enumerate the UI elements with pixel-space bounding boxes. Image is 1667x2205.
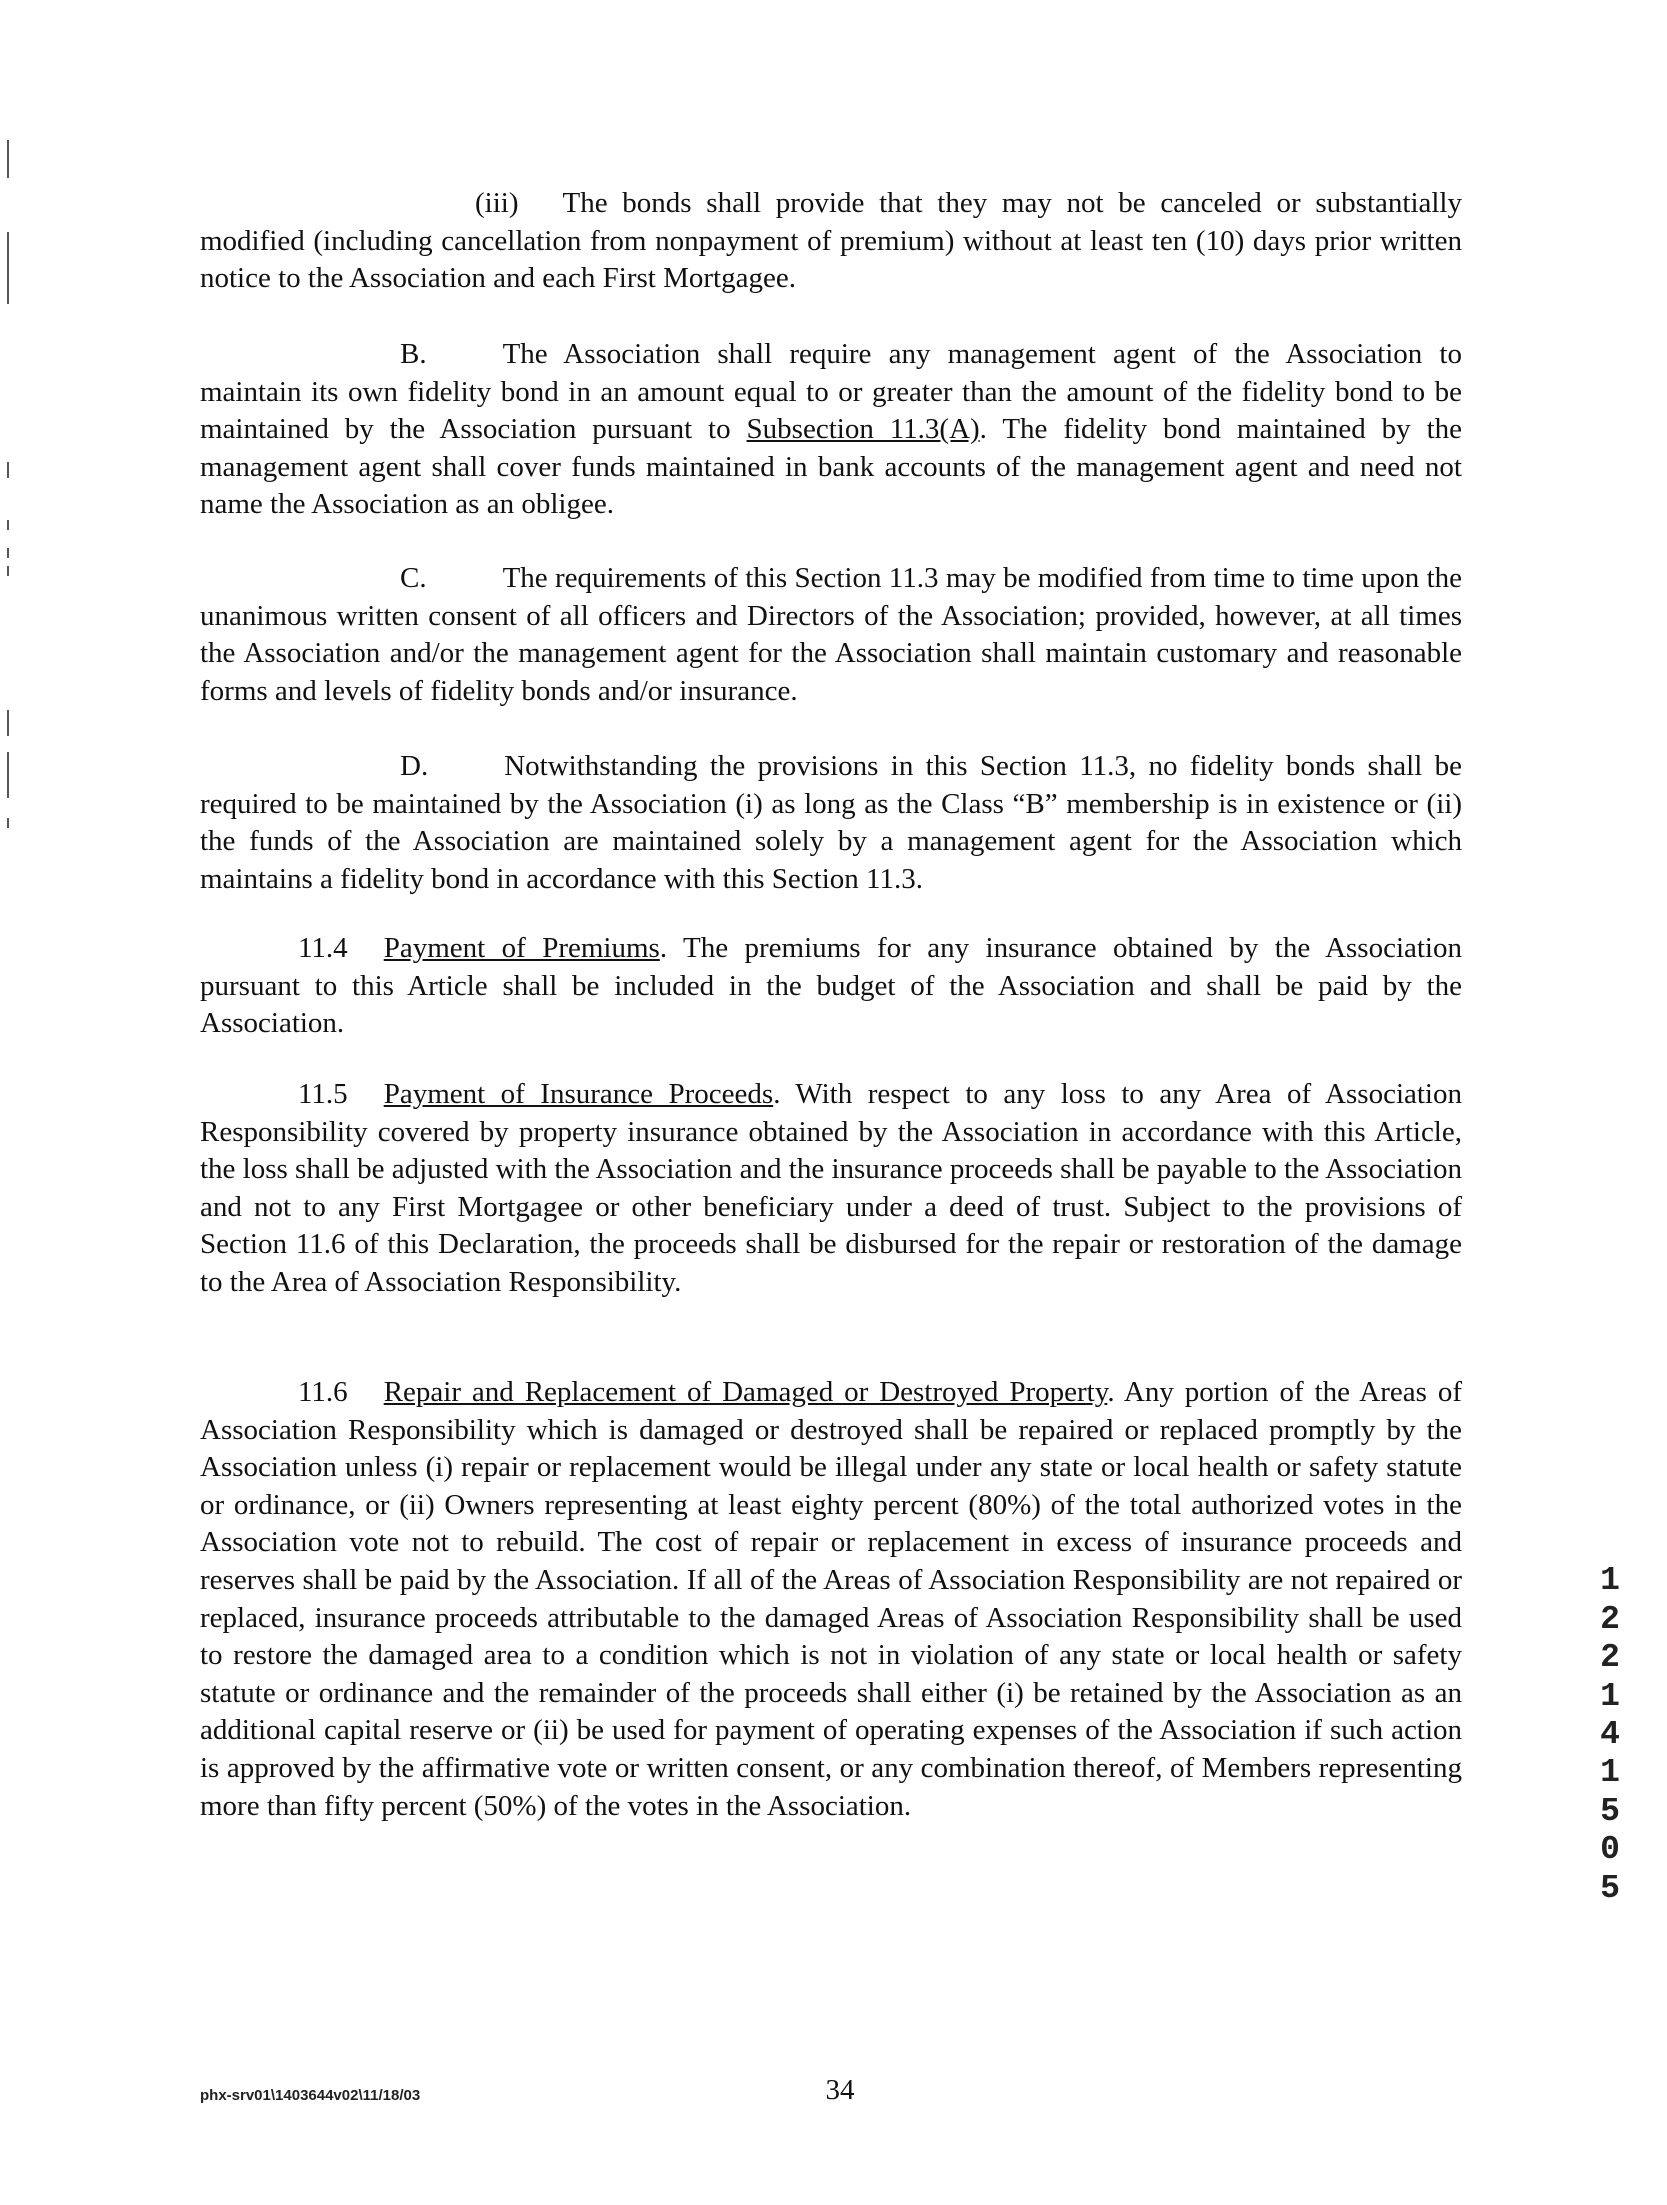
paragraph-d (200, 748, 1462, 898)
stamp-digit: 1 (1600, 1562, 1620, 1599)
stamp-digit: 0 (1600, 1831, 1620, 1868)
paragraph-c (200, 560, 1462, 710)
section-heading: Payment of Premiums (383, 932, 660, 964)
scan-mark (7, 232, 9, 304)
section-number: 11.4 (298, 932, 348, 964)
section-body: . The premiums for any insurance obtained by the Association pursuant to this Article shall be included in the budget of the Association and shall be paid by the Association. (200, 932, 1462, 1040)
paragraph-iii (200, 185, 1462, 298)
stamp-digit: 1 (1600, 1754, 1620, 1791)
scan-mark (7, 520, 9, 530)
section-number: 11.6 (298, 1376, 348, 1408)
paragraph-body: Notwithstanding the provisions in this Section 11.3, no fidelity bonds shall be required to be maintained by the Association (i) as long as the Class “B” membership is in existence or (ii) the funds of the Association are maintained solely by a management agent for the Association which maintains a fidelity bond in accordance with this Section 11.3. (200, 750, 1462, 895)
scan-mark (7, 462, 9, 478)
page-number: 34 (825, 2074, 855, 2106)
section-body: . Any portion of the Areas of Association Responsibility which is damaged or destroyed shall be repaired or replaced promptly by the Association unless (i) repair or replacement would be illegal under any state or local health or safety statute or ordinance, or (ii) Owners representing at least eighty percent (80%) of the total authorized votes in the Association vote not to rebuild. The cost of repair or replacement in excess of insurance proceeds and reserves shall be paid by the Association. If all of the Areas of Association Responsibility are not repaired or replaced, insurance proceeds attributable to the damaged Areas of Association Responsibility shall be used to restore the damaged area to a condition which is not in violation of any state or local health or safety statute or ordinance and the remainder of the proceeds shall either (i) be retained by the Association as an additional capital reserve or (ii) be used for payment of operating expenses of the Association if such action is approved by the affirmative vote or written consent, or any combination thereof, of Members representing more than fifty percent (50%) of the votes in the Association. (200, 1376, 1462, 1822)
stamp-digit: 5 (1600, 1792, 1620, 1830)
scan-mark (7, 548, 9, 558)
item-label: (iii) (475, 187, 519, 219)
section-body: . With respect to any loss to any Area of Association Responsibility covered by property insurance obtained by the Association in accordance with this Article, the loss shall be adjusted with the Association and the insurance proceeds shall be payable to the Association and not to any First Mortgagee or other beneficiary under a deed of trust. Subject to the provisions of Section 11.6 of this Declaration, the proceeds shall be disbursed for the repair or restoration of the damage to the Area of Association Responsibility. (200, 1078, 1463, 1298)
scan-mark (7, 566, 9, 576)
stamp-digit: 1 (1600, 1677, 1620, 1715)
paragraph-body: The Association shall require any management agent of the Association to maintain its own fidelity bond in an amount equal to or greater than the amount of the fidelity bond to be maintained by the Association pursuant to (200, 338, 1462, 446)
scan-mark (7, 818, 9, 828)
item-label: B. (400, 338, 427, 370)
section-heading: Payment of Insurance Proceeds (383, 1078, 774, 1110)
scan-mark (7, 752, 9, 798)
section-11-5 (200, 1076, 1462, 1302)
recording-stamp-upper (1595, 1562, 1625, 1755)
paragraph-body: The requirements of this Section 11.3 may be modified from time to time upon the unanimous written consent of all officers and Directors of the Association; provided, however, at all times the Association and/or the management agent for the Association shall maintain customary and reasonable forms and levels of fidelity bonds and/or insurance. (200, 562, 1462, 707)
stamp-digit: 2 (1600, 1639, 1620, 1676)
section-heading: Repair and Replacement of Damaged or Destroyed Property (383, 1376, 1108, 1408)
item-label: C. (400, 562, 427, 594)
footer-document-id: phx-srv01\1403644v02\11/18/03 (200, 2087, 421, 2104)
stamp-digit: 2 (1600, 1600, 1620, 1638)
section-number: 11.5 (298, 1078, 348, 1110)
paragraph-body: The bonds shall provide that they may not be canceled or substantially modified (including cancellation from nonpayment of premium) without at least ten (10) days prior written notice to the Association and each First Mortgagee. (200, 187, 1462, 295)
section-11-6 (200, 1374, 1462, 1825)
scan-mark (7, 710, 9, 736)
stamp-digit: 5 (1600, 1869, 1620, 1907)
paragraph-b (200, 336, 1462, 524)
recording-stamp-lower (1595, 1754, 1625, 1908)
stamp-digit: 4 (1600, 1716, 1620, 1753)
item-label: D. (400, 750, 429, 782)
paragraph-body-cont: . The fidelity bond maintained by the management agent shall cover funds maintained in bank accounts of the management agent and need not name the Association as an obligee. (200, 413, 1463, 521)
scan-mark (7, 140, 9, 178)
subsection-reference: Subsection 11.3(A) (746, 413, 980, 446)
section-11-4 (200, 930, 1462, 1043)
